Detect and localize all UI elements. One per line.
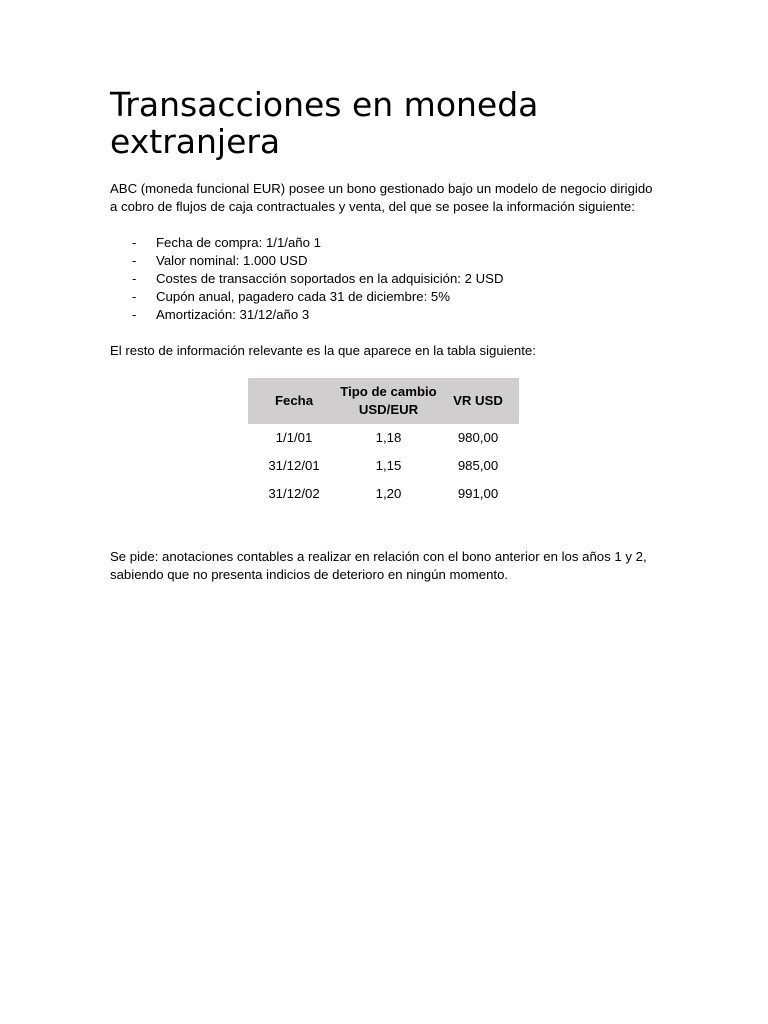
data-table-wrapper <box>248 378 658 508</box>
document-page <box>110 86 658 584</box>
list-item-text: Fecha de compra: 1/1/año 1 <box>156 235 321 250</box>
list-item <box>110 270 658 288</box>
bullet-dash: - <box>132 235 137 250</box>
header-tipo-de-cambio: Tipo de cambio USD/EUR <box>340 378 437 424</box>
table-row <box>248 424 519 452</box>
list-item <box>110 288 658 306</box>
bullet-dash: - <box>132 289 137 304</box>
table-intro-paragraph: El resto de información relevante es la que aparece en la tabla siguiente: <box>110 343 536 358</box>
list-item <box>110 234 658 252</box>
list-item-text: Amortización: 31/12/año 3 <box>156 307 310 322</box>
bullet-dash: - <box>132 307 137 322</box>
cell-vr-usd: 980,00 <box>457 430 499 445</box>
page-title: Transacciones en moneda extranjera <box>110 85 539 161</box>
cell-fecha: 31/12/02 <box>268 486 320 501</box>
bullet-dash: - <box>132 271 137 286</box>
bullet-dash: - <box>132 253 137 268</box>
cell-tipo-de-cambio: 1,20 <box>375 486 402 501</box>
header-vr-usd: VR USD <box>437 378 519 424</box>
cell-tipo-de-cambio: 1,18 <box>375 430 402 445</box>
list-item-text: Valor nominal: 1.000 USD <box>156 253 308 268</box>
table-row <box>248 452 519 480</box>
header-fecha: Fecha <box>248 378 340 424</box>
closing-paragraph: Se pide: anotaciones contables a realizar en relación con el bono anterior en los años 1 y 2, sabiendo que no presenta indicios de deterioro en ningún momento. <box>110 549 647 582</box>
list-item-text: Cupón anual, pagadero cada 31 de diciembre: 5% <box>156 289 450 304</box>
table-row <box>248 480 519 508</box>
cell-fecha: 31/12/01 <box>268 458 320 473</box>
exchange-rate-table <box>248 378 519 508</box>
list-item <box>110 306 658 324</box>
bullet-list <box>110 234 658 324</box>
cell-vr-usd: 985,00 <box>457 458 499 473</box>
cell-fecha: 1/1/01 <box>275 430 313 445</box>
list-item-text: Costes de transacción soportados en la adquisición: 2 USD <box>156 271 504 286</box>
cell-vr-usd: 991,00 <box>457 486 499 501</box>
intro-paragraph: ABC (moneda funcional EUR) posee un bono gestionado bajo un modelo de negocio dirigido a cobro de flujos de caja contractuales y venta, del que se posee la información siguiente: <box>110 181 653 214</box>
list-item <box>110 252 658 270</box>
cell-tipo-de-cambio: 1,15 <box>375 458 402 473</box>
table-header-row <box>248 378 519 424</box>
